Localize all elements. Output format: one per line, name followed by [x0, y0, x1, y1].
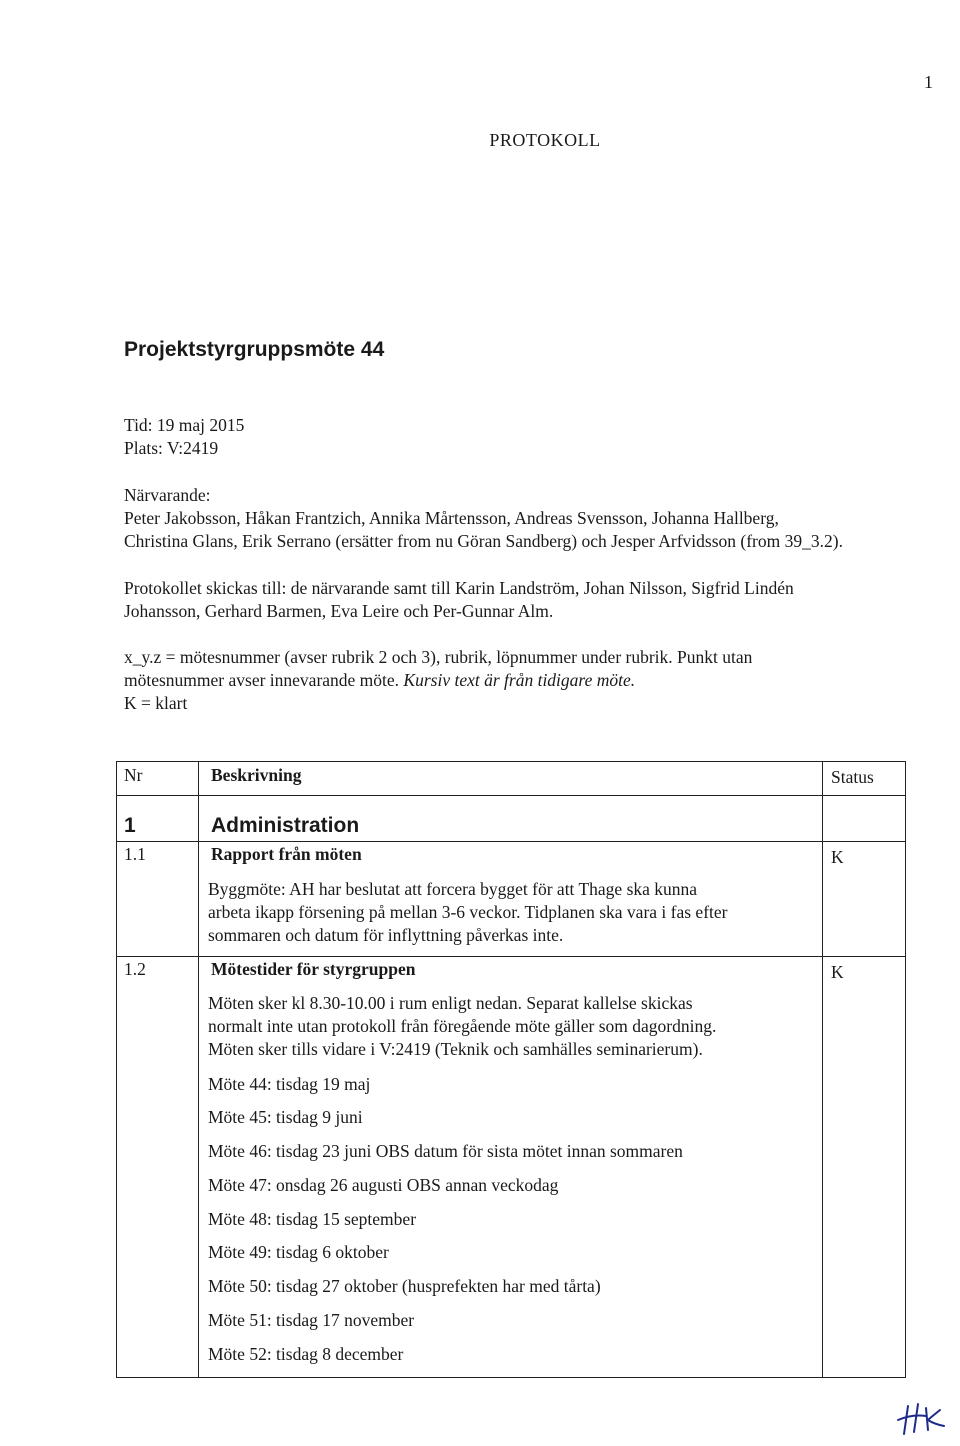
- item-body-line: normalt inte utan protokoll från föregående möte gäller som dagordning.: [208, 1016, 717, 1036]
- item-status: K: [831, 962, 844, 982]
- meeting-date: Möte 44: tisdag 19 maj: [208, 1074, 371, 1094]
- item-body-line: Möten sker kl 8.30-10.00 i rum enligt nedan. Separat kallelse skickas: [208, 993, 693, 1013]
- legend-line: [124, 669, 635, 692]
- header-divider: [116, 795, 906, 796]
- item-status: K: [831, 847, 844, 867]
- table-border-top: [116, 761, 906, 762]
- table-border-right: [905, 761, 906, 1378]
- header-description: Beskrivning: [211, 765, 302, 785]
- meeting-date: Möte 50: tisdag 27 oktober (husprefekten har med tårta): [208, 1276, 601, 1296]
- section-title: Administration: [211, 814, 360, 837]
- legend-italic-text: Kursiv text är från tidigare möte.: [403, 670, 636, 690]
- meeting-date: Möte 45: tisdag 9 juni: [208, 1107, 363, 1127]
- item-divider: [116, 956, 906, 957]
- column-divider: [822, 761, 823, 1378]
- legend-plain-text: mötesnummer avser innevarande möte.: [124, 670, 404, 690]
- item-number: 1.1: [124, 844, 146, 864]
- item-body-line: sommaren och datum för inflyttning påverkas inte.: [208, 925, 564, 945]
- table-border-left: [116, 761, 117, 1378]
- meeting-date: Möte 49: tisdag 6 oktober: [208, 1242, 389, 1262]
- attendees-label: Närvarande:: [124, 485, 211, 505]
- item-body-line: arbeta ikapp försening på mellan 3-6 veckor. Tidplanen ska vara i fas efter: [208, 902, 728, 922]
- meeting-date: Möte 46: tisdag 23 juni OBS datum för sista mötet innan sommaren: [208, 1141, 683, 1161]
- distribution-line: Johansson, Gerhard Barmen, Eva Leire och Per-Gunnar Alm.: [124, 601, 554, 621]
- agenda-table: [116, 761, 906, 1378]
- item-title: Mötestider för styrgruppen: [211, 959, 416, 979]
- page-number: 1: [924, 72, 933, 92]
- section-number: 1: [124, 814, 136, 837]
- legend-line: K = klart: [124, 693, 188, 713]
- item-title: Rapport från möten: [211, 844, 362, 864]
- meeting-time: Tid: 19 maj 2015: [124, 415, 245, 435]
- handwritten-initials-icon: [896, 1400, 946, 1443]
- meeting-date: Möte 52: tisdag 8 december: [208, 1344, 404, 1364]
- header-nr: Nr: [124, 765, 143, 785]
- meeting-place: Plats: V:2419: [124, 438, 219, 458]
- meeting-date: Möte 47: onsdag 26 augusti OBS annan veckodag: [208, 1175, 559, 1195]
- item-body-line: Byggmöte: AH har beslutat att forcera bygget för att Thage ska kunna: [208, 879, 698, 899]
- column-divider: [198, 761, 199, 1378]
- meeting-title: Projektstyrgruppsmöte 44: [124, 338, 385, 361]
- attendees-line: Peter Jakobsson, Håkan Frantzich, Annika Mårtensson, Andreas Svensson, Johanna Hallberg,: [124, 508, 779, 528]
- section-divider: [116, 841, 906, 842]
- distribution-line: Protokollet skickas till: de närvarande samt till Karin Landström, Johan Nilsson, Sigfrid Lindén: [124, 578, 794, 598]
- attendees-line: Christina Glans, Erik Serrano (ersätter from nu Göran Sandberg) och Jesper Arfvidsson (from 39_3.2).: [124, 531, 843, 551]
- meeting-date: Möte 48: tisdag 15 september: [208, 1209, 417, 1229]
- meeting-date: Möte 51: tisdag 17 november: [208, 1310, 415, 1330]
- table-border-bottom: [116, 1377, 906, 1378]
- item-body-line: Möten sker tills vidare i V:2419 (Teknik och samhälles seminarierum).: [208, 1039, 703, 1059]
- item-number: 1.2: [124, 959, 146, 979]
- legend-line: x_y.z = mötesnummer (avser rubrik 2 och 3), rubrik, löpnummer under rubrik. Punkt utan: [124, 647, 753, 667]
- header-status: Status: [831, 767, 874, 787]
- document-label: PROTOKOLL: [489, 130, 601, 150]
